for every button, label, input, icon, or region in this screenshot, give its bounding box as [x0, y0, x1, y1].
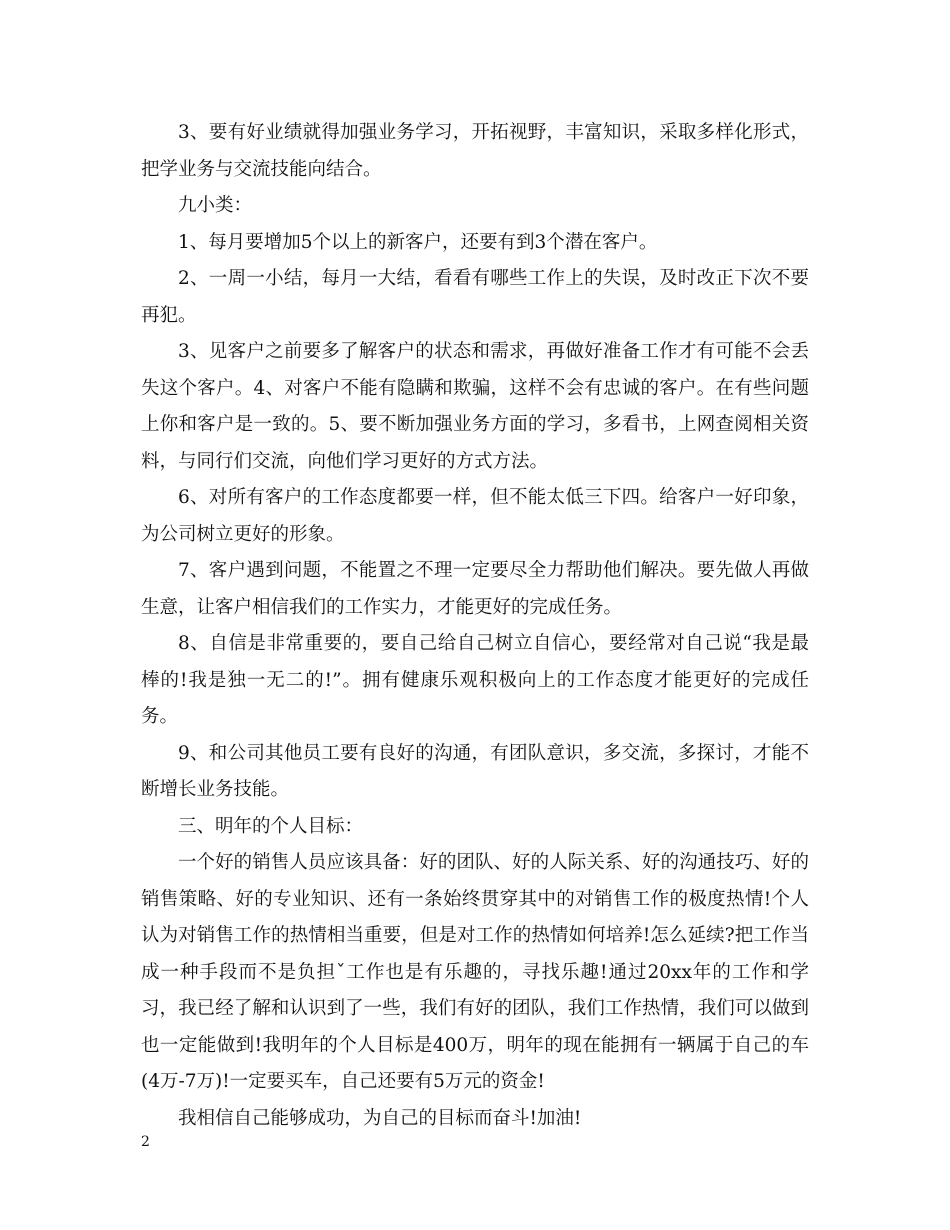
paragraph-heading-next-year-goals: 三、明年的个人目标： [178, 815, 364, 837]
paragraph-item-8: 8、自信是非常重要的，要自己给自己树立自信心，要经常对自己说“我是最棒的!我是独一无二的!”。拥有健康乐观积极向上的工作态度才能更好的完成任务。 [141, 633, 809, 727]
paragraph-item-9: 9、和公司其他员工要有良好的沟通，有团队意识，多交流，多探讨，才能不断增长业务技能。 [141, 742, 809, 800]
document-body [141, 115, 809, 1137]
paragraph-closing: 我相信自己能够成功，为自己的目标而奋斗!加油! [178, 1107, 582, 1129]
paragraph-item-2: 2、一周一小结，每月一大结，看看有哪些工作上的失误，及时改正下次不要再犯。 [141, 268, 809, 326]
paragraph-item-1: 1、每月要增加5个以上的新客户，还要有到3个潜在客户。 [178, 231, 658, 253]
paragraph-study-item-3: 3、要有好业绩就得加强业务学习，开拓视野，丰富知识，采取多样化形式，把学业务与交流技能向结合。 [141, 122, 809, 180]
paragraph-item-6: 6、对所有客户的工作态度都要一样，但不能太低三下四。给客户一好印象，为公司树立更好的形象。 [141, 487, 809, 545]
paragraph-heading-nine-categories: 九小类： [178, 195, 253, 216]
page-number: 2 [141, 1134, 150, 1150]
paragraph-goals-body: 一个好的销售人员应该具备：好的团队、好的人际关系、好的沟通技巧、好的销售策略、好的专业知识、还有一条始终贯穿其中的对销售工作的极度热情!个人认为对销售工作的热情相当重要，但是对工作的热情如何培养!怎么延续?把工作当成一种手段而不是负担ˇ工作也是有乐趣的，寻找乐趣!通过20xx年的工作和学习，我已经了解和认识到了一些，我们有好的团队，我们工作热情，我们可以做到也一定能做到!我明年的个人目标是400万，明年的现在能拥有一辆属于自己的车(4万-7万)!一定要买车，自己还要有5万元的资金! [141, 852, 809, 1092]
paragraph-item-7: 7、客户遇到问题，不能置之不理一定要尽全力帮助他们解决。要先做人再做生意，让客户相信我们的工作实力，才能更好的完成任务。 [141, 560, 809, 618]
paragraph-items-3-5: 3、见客户之前要多了解客户的状态和需求，再做好准备工作才有可能不会丢失这个客户。4、对客户不能有隐瞒和欺骗，这样不会有忠诚的客户。在有些问题上你和客户是一致的。5、要不断加强业务方面的学习，多看书，上网查阅相关资料，与同行们交流，向他们学习更好的方式方法。 [141, 341, 809, 472]
